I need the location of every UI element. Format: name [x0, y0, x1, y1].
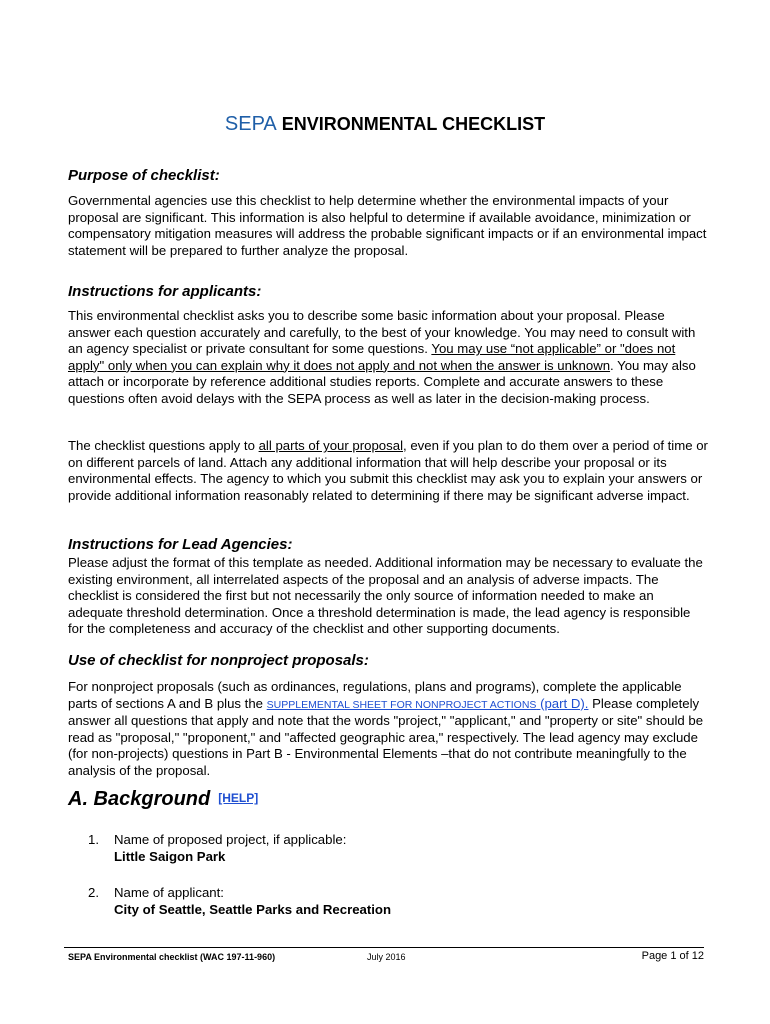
applicants-p2-start: The checklist questions apply to — [68, 438, 259, 453]
lead-agencies-heading: Instructions for Lead Agencies: — [68, 536, 293, 553]
question-item-2 — [88, 885, 391, 918]
applicants-p1-end: . You may also attach or incorporate by reference additional studies reports. Complete and accurate answers to these questions often avoid delays with the SEPA process as well as later in the decision-making process. — [68, 357, 696, 406]
applicants-p2-underlined: all parts of your proposal — [258, 438, 403, 453]
page-title — [0, 113, 770, 136]
lead-agencies-text: Please adjust the format of this template as needed. Additional information may be necessary to evaluate the existing environment, all interrelated aspects of the proposal and an analysis of adverse impacts. The checklist is considered the first but not necessarily the only source of information needed to make an adequate threshold determination. Once a threshold determination is made, the lead agency is responsible for the completeness and accuracy of the checklist and other supporting documents. — [68, 555, 703, 636]
section-a-heading — [68, 788, 258, 811]
answer-text: Little Saigon Park — [114, 848, 226, 864]
page-footer — [64, 947, 704, 962]
section-a-title: A. Background — [68, 788, 211, 810]
footer-date: July 2016 — [367, 952, 406, 962]
part-d-link[interactable]: (part D). — [536, 695, 589, 711]
supplemental-sheet-link[interactable]: SUPPLEMENTAL SHEET FOR NONPROJECT ACTIONS — [266, 698, 537, 711]
question-text: Name of proposed project, if applicable: — [114, 832, 347, 847]
footer-page-number: Page 1 of 12 — [641, 950, 704, 962]
nonproject-text — [68, 679, 708, 779]
question-number: 2. — [88, 885, 99, 900]
title-sepa: SEPA — [224, 113, 277, 135]
applicants-p2-end: , even if you plan to do them over a period of time or on different parcels of land. Attach any additional information that will help describe your proposal or its environmental effects. The agency to which you submit this checklist may ask you to explain your answers or provide additional information reasonably related to determining if there may be significant adverse impact. — [68, 438, 708, 503]
purpose-text: Governmental agencies use this checklist to help determine whether the environmental impacts of your proposal are significant. This information is also helpful to determine if available avoidance, minimization or compensatory mitigation measures will address the probable significant impacts or if an environmental impact statement will be prepared to further analyze the proposal. — [68, 193, 707, 258]
applicants-p1-underlined: You may use “not applicable” or "does not apply" only when you can explain why it does not apply and not when the answer is unknown — [68, 341, 676, 373]
answer-text: City of Seattle, Seattle Parks and Recreation — [114, 901, 392, 917]
question-item-1 — [88, 832, 346, 865]
applicants-p1-start: This environmental checklist asks you to describe some basic information about your proposal. Please answer each question accurately and carefully, to the best of your knowledge. You may need to consult with an agency specialist or private consultant for some questions. — [68, 308, 696, 356]
help-link[interactable]: [HELP] — [218, 791, 259, 805]
applicants-paragraph-1 — [68, 308, 708, 407]
question-number: 1. — [88, 832, 99, 847]
nonproject-text-start: For nonproject proposals (such as ordinances, regulations, plans and programs), complete the applicable parts of sections A and B plus the — [68, 679, 682, 711]
nonproject-heading: Use of checklist for nonproject proposals: — [68, 652, 369, 669]
purpose-heading: Purpose of checklist: — [68, 167, 220, 184]
footer-doc-name: SEPA Environmental checklist (WAC 197-11-960) — [68, 952, 276, 962]
question-text: Name of applicant: — [114, 885, 224, 900]
title-rest: ENVIRONMENTAL CHECKLIST — [276, 114, 546, 134]
applicants-paragraph-2 — [68, 438, 708, 504]
nonproject-text-end: Please completely answer all questions that apply and note that the words "project," "applicant," and "property or site" should be read as "proposal," "proponent," and "affected geographic area," respectively. The lead agency may exclude (for non-projects) questions in Part B - Environmental Elements –that do not contribute meaningfully to the analysis of the proposal. — [68, 695, 704, 778]
applicants-heading: Instructions for applicants: — [68, 283, 262, 300]
